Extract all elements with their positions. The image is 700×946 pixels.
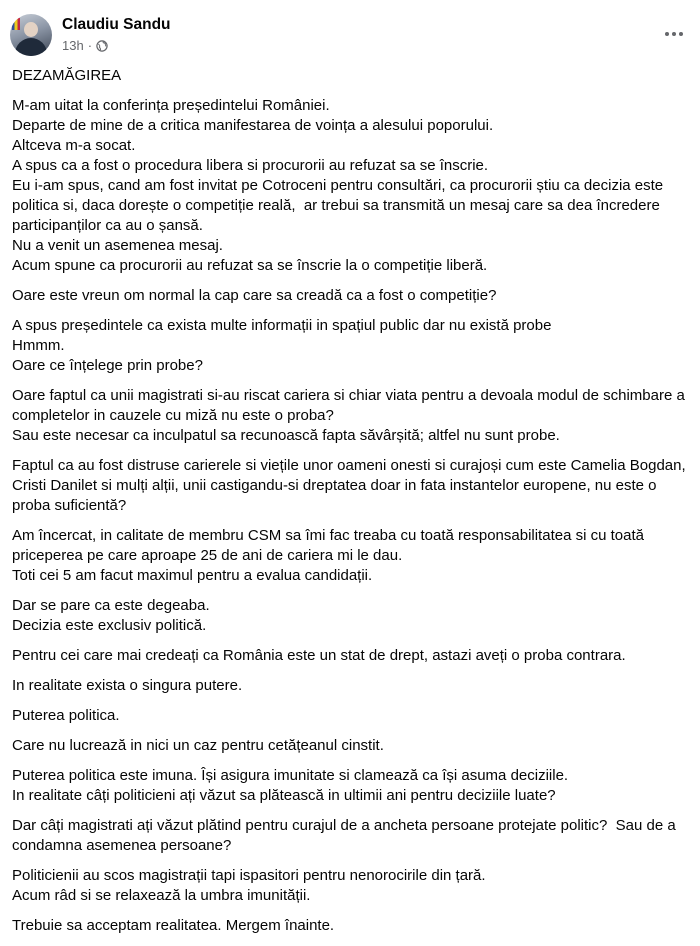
avatar-head [24, 22, 38, 37]
post-text-line: Decizia este exclusiv politică. [12, 617, 207, 634]
post-paragraph [12, 736, 694, 756]
author-avatar[interactable] [10, 14, 52, 56]
post-text-line: Politicienii au scos magistrații tapi ispasitori pentru nenorocirile din țară. [12, 867, 486, 884]
post-text-line: In realitate exista o singura putere. [12, 677, 243, 694]
post-text-line: M-am uitat la conferința președintelui României. [12, 97, 330, 114]
post-paragraph [12, 676, 694, 696]
post-paragraph [12, 816, 694, 856]
post-text-line: Puterea politica. [12, 707, 120, 724]
post-header [10, 14, 690, 58]
post-text-line: Sau este necesar ca inculpatul sa recunoască fapta săvârșită; altfel nu sunt probe. [12, 427, 560, 444]
post-paragraph [12, 456, 694, 516]
post-paragraph [12, 526, 694, 586]
post-text-line: Care nu lucrează in nici un caz pentru cetățeanul cinstit. [12, 737, 384, 754]
post-body [12, 66, 694, 946]
post-paragraph [12, 916, 694, 936]
post-text-line: Oare este vreun om normal la cap care sa creadă ca a fost o competiție? [12, 287, 497, 304]
avatar-shoulders [15, 38, 47, 56]
post-paragraph [12, 866, 694, 906]
post-text-line: Hmmm. [12, 337, 65, 354]
more-horizontal-icon [665, 32, 683, 36]
post-paragraph [12, 286, 694, 306]
post-text-line: Pentru cei care mai credeați ca România este un stat de drept, astazi aveți o proba contrara. [12, 647, 626, 664]
post-timestamp[interactable]: 13h [62, 38, 84, 53]
post-text-line: Toti cei 5 am facut maximul pentru a evalua candidații. [12, 567, 373, 584]
post-paragraph [12, 316, 694, 376]
post-paragraph [12, 96, 694, 276]
post-text-line: Nu a venit un asemenea mesaj. [12, 237, 223, 254]
post-text-line: Dar se pare ca este degeaba. [12, 597, 210, 614]
post-text-line: Eu i-am spus, cand am fost invitat pe Cotroceni pentru consultări, ca procurorii știu ca decizia este politica si, daca dorește o competiție reală, ar trebui sa transmită un mesaj care sa dea încredere participanților ca au o șansă. [12, 177, 668, 234]
post-text-line: In realitate câți politicieni ați văzut sa plătească in ultimii ani pentru deciziile luate? [12, 787, 556, 804]
post-paragraph [12, 706, 694, 726]
post-text-line: Oare faptul ca unii magistrati si-au riscat cariera si chiar viata pentru a devoala modul de schimbare a completelor in cauzele cu miză nu este o proba? [12, 387, 689, 424]
post-title: DEZAMĂGIREA [12, 67, 122, 84]
post-text-line: Acum râd si se relaxează la umbra imunității. [12, 887, 311, 904]
post-text-line: Trebuie sa acceptam realitatea. Mergem înainte. [12, 917, 335, 934]
flag-decor [12, 18, 20, 30]
meta-separator: · [87, 38, 93, 53]
post-text-line: Oare ce înțelege prin probe? [12, 357, 203, 374]
post-text-line: Am încercat, in calitate de membru CSM sa îmi fac treaba cu toată responsabilitatea si cu toată priceperea pe care aproape 25 de ani de cariera mi le dau. [12, 527, 649, 564]
globe-icon[interactable] [96, 40, 108, 52]
post-text-line: Dar câți magistrati ați văzut plătind pentru curajul de a ancheta persoane protejate politic? Sau de a condamna asemenea persoane? [12, 817, 680, 854]
post-text-line: Faptul ca au fost distruse carierele si viețile unor oameni onesti si curajoși cum este Camelia Bogdan, Cristi Danilet si mulți alții, unii castigandu-si dreptatea doar in fata instantelor europene, nu este o proba suficientă? [12, 457, 690, 514]
post-paragraph [12, 386, 694, 446]
author-name[interactable]: Claudiu Sandu [62, 16, 171, 33]
post-meta [62, 38, 108, 53]
post-paragraph [12, 766, 694, 806]
post-paragraph [12, 646, 694, 666]
post-text-line: Acum spune ca procurorii au refuzat sa se înscrie la o competiție liberă. [12, 257, 488, 274]
more-options-button[interactable] [660, 20, 688, 48]
post-text-line: Altceva m-a socat. [12, 137, 136, 154]
post-text-line: Puterea politica este imuna. Își asigura imunitate si clamează ca își asuma deciziile. [12, 767, 569, 784]
post-paragraph [12, 596, 694, 636]
post-text-line: A spus președintele ca exista multe informații in spațiul public dar nu există probe [12, 317, 552, 334]
post-text-line: Departe de mine de a critica manifestarea de voința a alesului poporului. [12, 117, 494, 134]
post-text-line: A spus ca a fost o procedura libera si procurorii au refuzat sa se înscrie. [12, 157, 489, 174]
